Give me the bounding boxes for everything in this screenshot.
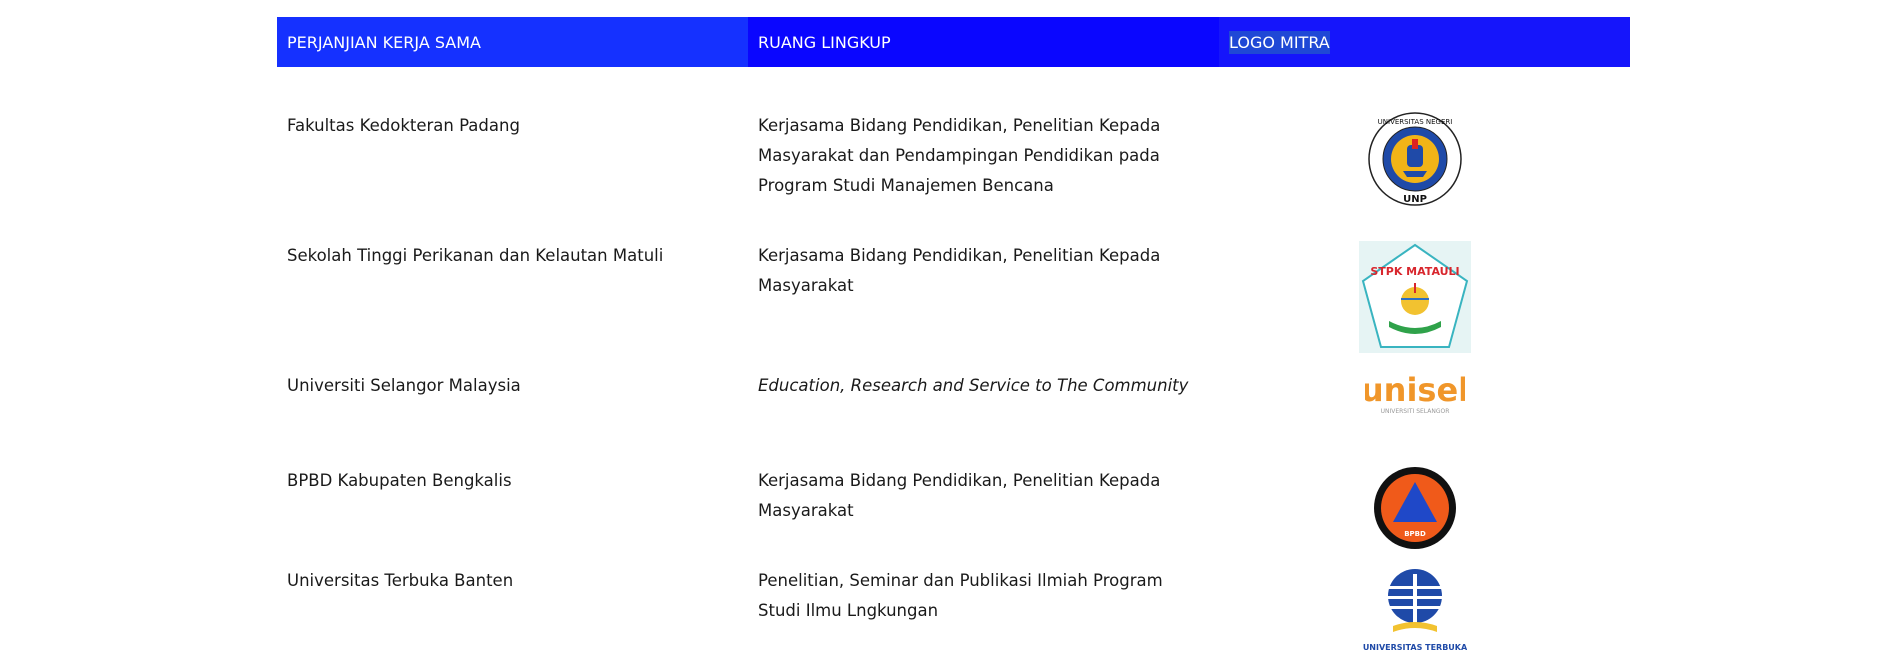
svg-text:UNIVERSITI SELANGOR: UNIVERSITI SELANGOR <box>1380 408 1449 415</box>
table-header <box>277 17 1630 67</box>
partner-name: Universiti Selangor Malaysia <box>287 376 521 395</box>
header-scope: RUANG LINGKUP <box>748 17 1219 67</box>
partner-name: Fakultas Kedokteran Padang <box>287 116 520 135</box>
table-body <box>277 67 1630 666</box>
scope-text: Education, Research and Service to The Community <box>758 376 1189 395</box>
scope-text: Penelitian, Seminar dan Publikasi Ilmiah Program Studi Ilmu Lngkungan <box>758 571 1163 620</box>
scope-text: Kerjasama Bidang Pendidikan, Penelitian Kepada Masyarakat <box>758 471 1161 520</box>
svg-text:UNIVERSITAS NEGERI: UNIVERSITAS NEGERI <box>1377 118 1452 126</box>
logo-cell <box>1219 371 1630 466</box>
svg-text:UNP: UNP <box>1402 194 1427 205</box>
logo-cell <box>1219 566 1630 666</box>
stpk-matauli-logo <box>1359 241 1471 363</box>
table-row <box>277 466 1630 566</box>
header-logo <box>1219 17 1630 67</box>
unp-logo <box>1367 111 1463 217</box>
universitas-terbuka-logo <box>1363 566 1467 664</box>
svg-text:STPK MATAULI: STPK MATAULI <box>1369 265 1460 278</box>
svg-text:unisel: unisel <box>1364 371 1465 409</box>
svg-text:UNIVERSITAS TERBUKA: UNIVERSITAS TERBUKA <box>1362 643 1467 652</box>
stpk-matauli-logo-icon <box>1359 241 1471 353</box>
spacer-row <box>277 67 1630 111</box>
logo-cell <box>1219 466 1630 566</box>
svg-text:BPBD: BPBD <box>1403 530 1426 538</box>
partnership-table <box>277 17 1630 666</box>
scope-text: Kerjasama Bidang Pendidikan, Penelitian Kepada Masyarakat dan Pendampingan Pendidikan pada Program Studi Manajemen Bencana <box>758 116 1161 195</box>
header-partnership: PERJANJIAN KERJA SAMA <box>277 17 748 67</box>
logo-cell <box>1219 111 1630 241</box>
table-row <box>277 566 1630 666</box>
bpbd-logo <box>1373 466 1457 560</box>
header-logo-label: LOGO MITRA <box>1229 32 1330 52</box>
bpbd-logo-icon <box>1373 466 1457 550</box>
header-row <box>277 17 1630 67</box>
partner-name: BPBD Kabupaten Bengkalis <box>287 471 512 490</box>
partnership-table-container <box>277 17 1630 666</box>
logo-cell <box>1219 241 1630 371</box>
table-row <box>277 371 1630 466</box>
universitas-terbuka-logo-icon <box>1363 566 1467 654</box>
unp-logo-icon <box>1367 111 1463 207</box>
table-row <box>277 241 1630 371</box>
partner-name: Sekolah Tinggi Perikanan dan Kelautan Matuli <box>287 246 664 265</box>
scope-text: Kerjasama Bidang Pendidikan, Penelitian Kepada Masyarakat <box>758 246 1161 295</box>
partner-name: Universitas Terbuka Banten <box>287 571 514 590</box>
unisel-logo <box>1365 371 1465 427</box>
table-row <box>277 111 1630 241</box>
unisel-logo-icon <box>1365 371 1465 417</box>
